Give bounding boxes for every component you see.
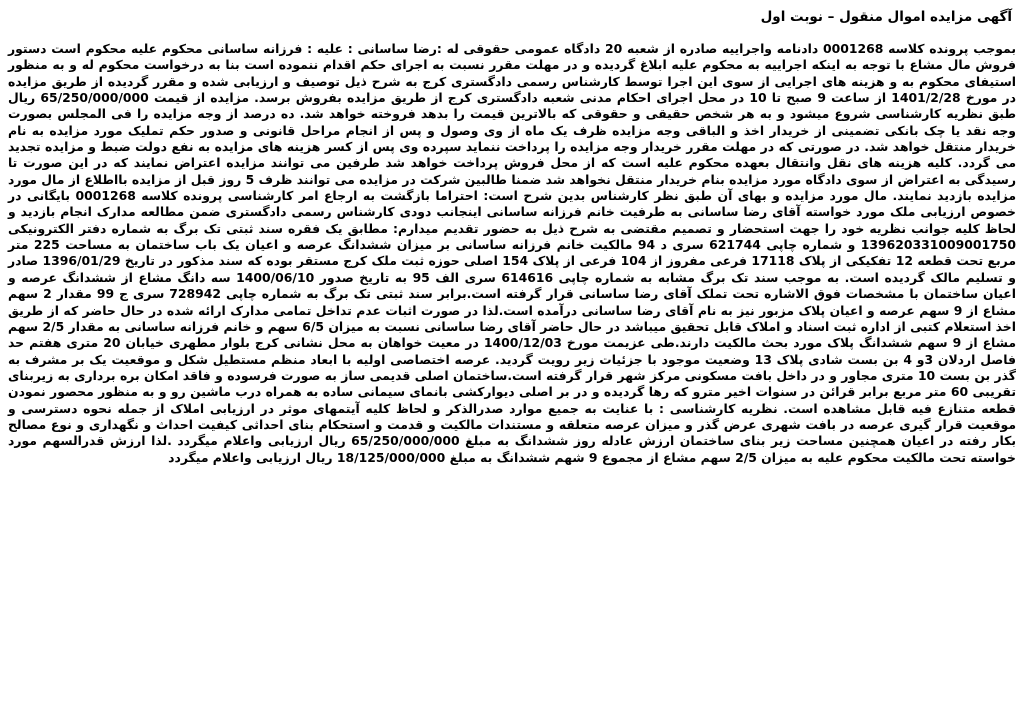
notice-title: آگهی مزایده اموال منقول – نوبت اول [760,9,1012,25]
notice-body: بموجب پرونده کلاسه 0001268 دادنامه واجراییه صادره از شعبه 20 دادگاه عمومی حقوقی له :رضا ساسانی : علیه : فرزانه ساسانی محکوم علیه محکوم است دستور فروش مال مشاع با توجه به اینکه اجراییه به محکوم علیه ابلاغ گردیده و در مهلت مقرر نسبت به اجرای حکم اقدام ننموده است بنا به درخواست محکوم له و به منظور استیفای محکوم به و هزینه های اجرایی از سوی این اجرا توسط کارشناس رسمی دادگستری کرج به شرح ذیل توصیف و ارزیابی شده و مقرر گردیده از طریق مزایده در مورخ 1401/2/28 از ساعت 9 صبح تا 10 در محل اجرای احکام مدنی شعبه دادگستری کرج از طریق مزایده بفروش برسد. مزایده از قیمت 65/250/000/000 ریال طبق نظریه کارشناسی شروع میشود و به هر شخص حقیقی و حقوقی که بالاترین قیمت را بدهد فروخته خواهد شد. ده درصد از وجه مزایده را فی المجلس بصورت وجه نقد یا چک بانکی تضمینی از خریدار اخذ و الباقی وجه مزایده ظرف یک ماه از وی وصول و پس از انجام مراحل قانونی و صدور حکم تملیک مورد مزایده به نام خریدار منتقل خواهد شد. در صورتی که در مهلت مقرر خریدار وجه مزایده را پرداخت ننماید سپرده وی پس از کسر هزینه های مزایده به نفع دولت ضبط و مزایده تجدید می گردد. کلیه هزینه های نقل وانتقال بعهده محکوم علیه است که از محل فروش پرداخت خواهد شد طرفین می توانند مزایده اعتراض نمایند که در این صورت تا رسیدگی به اعتراض از سوی دادگاه مورد مزایده بنام خریدار منتقل نخواهد شد ضمنا طالبین شرکت در مزایده می توانند ظرف 5 روز قبل از مزایده بااطلاع از مال مورد مزایده بازدید نمایند. مال مورد مزایده و بهای آن طبق نظر کارشناس بدین شرح است: احتراما بازگشت به ارجاع امر کارشناسی پرونده کلاسه 0001268 بایگانی در خصوص ارزیابی ملک مورد خواسته آقای رضا ساسانی به طرفیت خانم فرزانه ساسانی اینجانب دودی کارشناس رسمی دادگستری ضمن مطالعه مدارک انجام بازدید و لحاظ کلیه جوانب نظریه خود را جهت استحضار و تصمیم مقتضی به شرح ذیل به حضور تقدیم میدارم: مطابق یک فقره سند ثبتی تک برگ به شماره دفتر الکترونیکی 139620331009001750 و شماره چاپی 621744 سری د 94 مالکیت خانم فرزانه ساسانی بر میزان ششدانگ عرصه و اعیان یک باب ساختمان به مساحت 225 متر مربع تحت قطعه 12 تفکیکی از پلاک 17118 فرعی مفروز از 104 فرعی از پلاک 154 اصلی حوزه ثبت ملک کرج مستقر بوده که سند مذکور در تاریخ 1396/01/29 صادر و تسلیم مالک گردیده است. به موجب سند تک برگ مشابه به شماره چاپی 614616 سری الف 95 به تاریخ صدور 1400/06/10 سه دانگ مشاع از ششدانگ عرصه و اعیان ساختمان با مشخصات فوق الاشاره تحت تملک آقای رضا ساسانی قرار گرفته است.برابر سند ثبتی تک برگ به شماره چاپی 728942 سری ج 99 مقدار 2 سهم مشاع از 9 سهم عرصه و اعیان پلاک مزبور نیز به نام آقای رضا ساسانی درآمده است.لذا در صورت اثبات عدم تداخل تمامی مدارک ارائه شده در حال حاضر که از طریق اخذ استعلام کتبی از اداره ثبت اسناد و املاک قابل تحقیق میباشد در حال حاضر آقای رضا ساسانی نسبت به میزان 6/5 سهم و خانم فرزانه ساسانی به مقدار 2/5 سهم مشاع از 9 سهم ششدانگ پلاک مورد بحث مالکیت دارند.طی عزیمت مورخ 1400/12/03 در معیت خواهان به محل نشانی کرج بلوار مطهری خیابان 20 متری هفتم حد فاصل اردلان 3و 4 بن بست شادی پلاک 13 وضعیت موجود با جزئیات زیر رویت گردید. عرصه اختصاصی اولیه با ابعاد منظم مستطیل شکل و موقعیت یک بر مشرف به گذر بن بست 10 متری مجاور و در داخل بافت مسکونی مرکز شهر قرار گرفته است.ساختمان اصلی قدیمی ساز به صورت فرسوده و فاقد امکان بره برداری به زیربنای تقریبی 60 متر مربع برابر قرائن در سنوات اخیر مترو که رها گردیده و در بر اصلی دیوارکشی بانمای سیمانی ساده به همراه درب ماشین رو و به منظور محصور نمودن قطعه متنازع فیه قابل مشاهده است. نظریه کارشناسی : با عنایت به جمیع موارد صدرالذکر و لحاظ کلیه آیتمهای موثر در ارزیابی املاک از جمله نحوه دسترسی و موقعیت قرار گیری عرصه در بافت شهری عرض گذر و میزان عرصه متعلقه و مستندات مالکیت و قدمت و استحکام بنای احداثی کیفیت احداث و نگهداری و نوع مصالح بکار رفته در اعیان همچنین مساحت زیر بنای ساختمان ارزش عادله روز ششدانگ به مبلغ 65/250/000/000 ریال ارزیابی واعلام میگردد .لذا ارزش قدرالسهم مورد خواسته تحت مالکیت محکوم علیه به میزان 2/5 سهم مشاع از مجموع 9 شهم ششدانگ به مبلغ 18/125/000/000 ریال ارزیابی واعلام میگردد [8,41,1017,465]
